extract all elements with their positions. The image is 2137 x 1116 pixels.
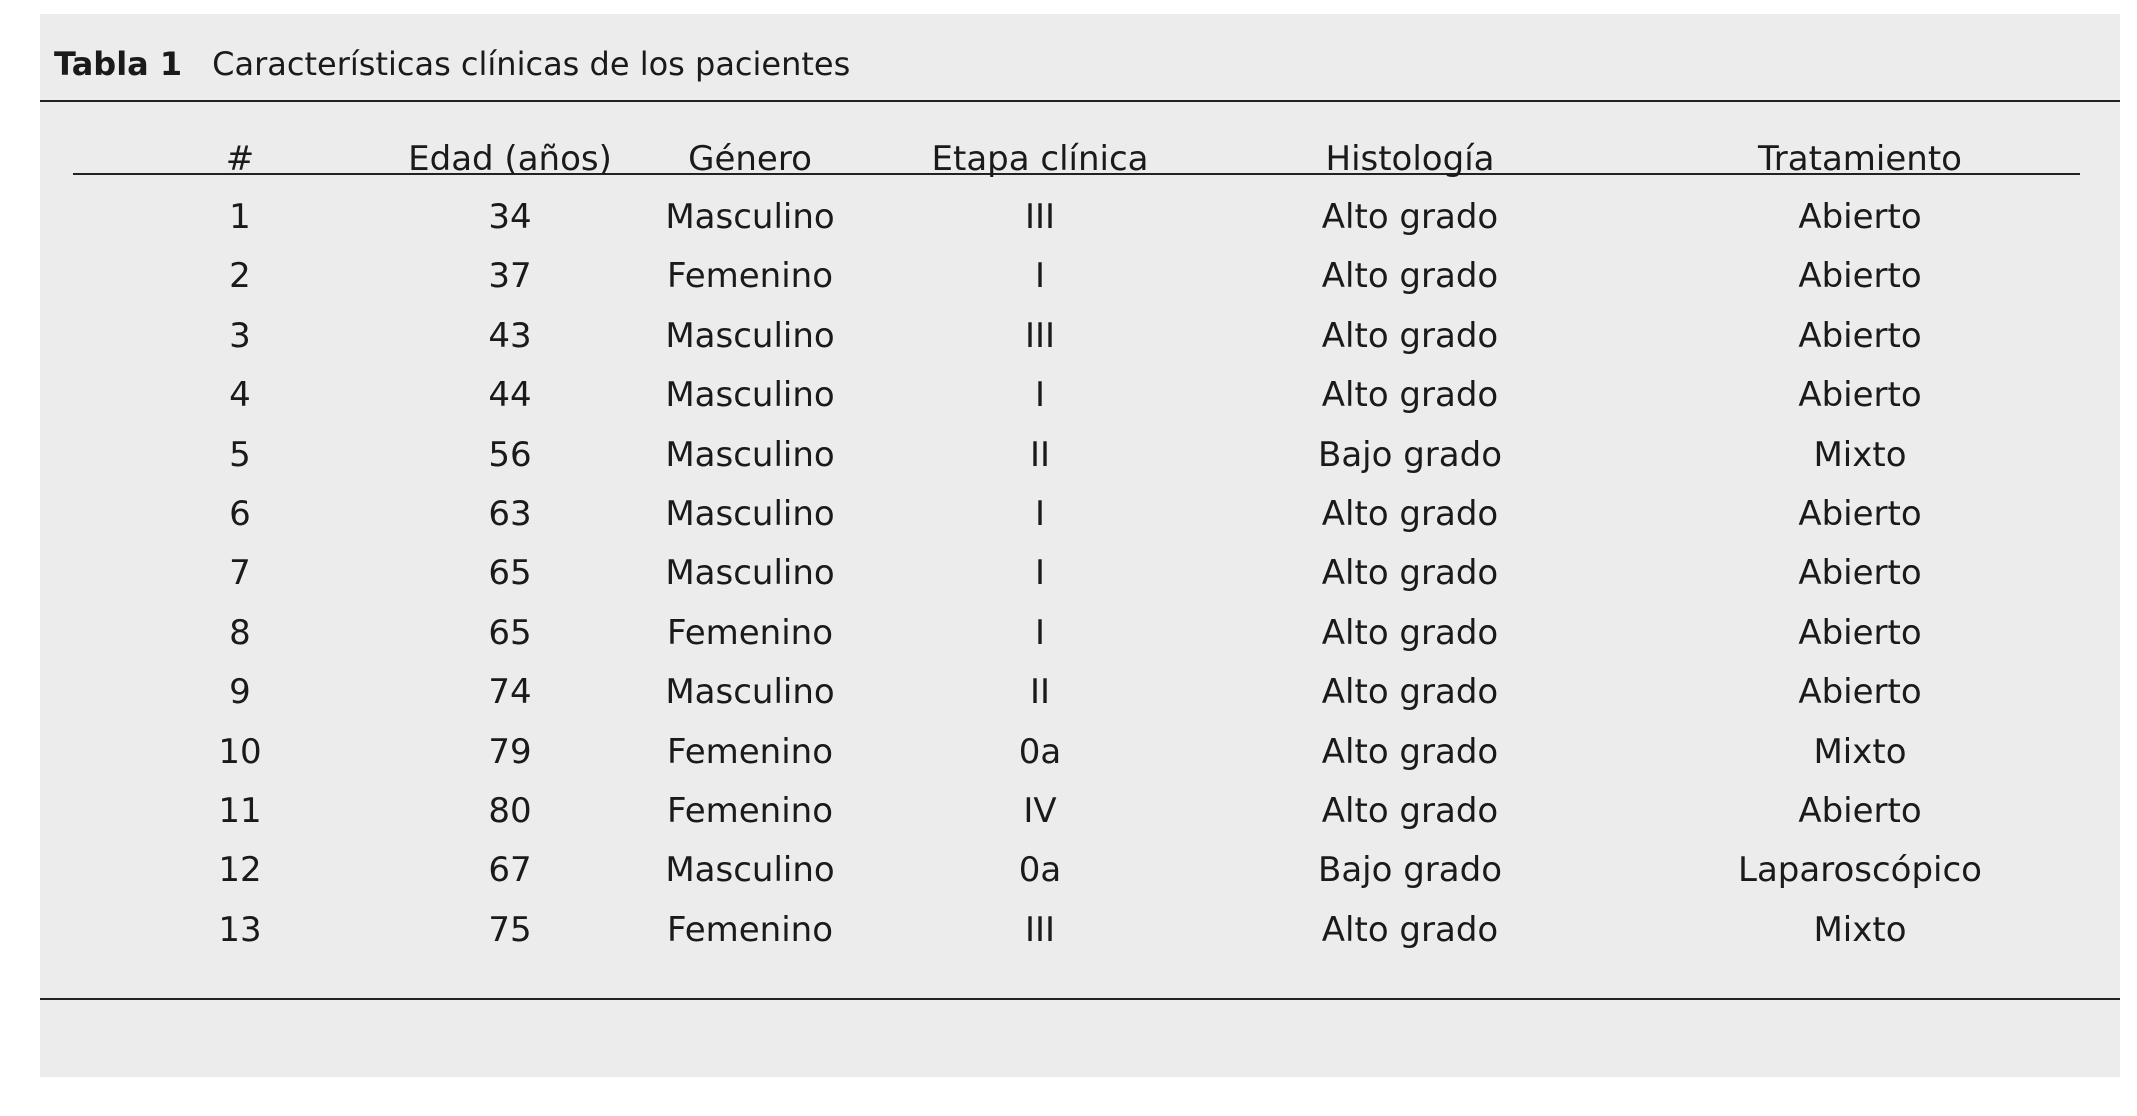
cell-gender: Masculino xyxy=(665,197,835,237)
cell-gender: Femenino xyxy=(667,256,833,297)
table-caption xyxy=(54,44,850,84)
cell-treatment: Abierto xyxy=(1798,791,1922,831)
cell-clinical-stage: I xyxy=(1034,612,1046,653)
cell-clinical-stage: 0a xyxy=(1018,731,1062,772)
cell-number: 1 xyxy=(229,197,251,237)
cell-histology: Alto grado xyxy=(1321,791,1499,831)
cell-histology: Alto grado xyxy=(1321,315,1499,356)
cell-number: 7 xyxy=(229,553,251,594)
header-age: Edad (años) xyxy=(408,139,612,179)
cell-gender: Femenino xyxy=(667,612,833,653)
cell-histology: Alto grado xyxy=(1321,672,1499,713)
cell-age: 34 xyxy=(488,197,532,237)
cell-number: 4 xyxy=(229,375,251,416)
cell-treatment: Abierto xyxy=(1798,256,1922,297)
cell-clinical-stage: 0a xyxy=(1018,850,1062,891)
cell-gender: Masculino xyxy=(665,434,835,475)
cell-gender: Masculino xyxy=(665,494,835,534)
cell-clinical-stage: III xyxy=(1024,315,1056,356)
header-histology: Histología xyxy=(1325,139,1495,179)
cell-treatment: Mixto xyxy=(1813,909,1907,950)
header-clinical-stage: Etapa clínica xyxy=(931,139,1149,179)
header-gender: Género xyxy=(688,139,812,179)
cell-age: 80 xyxy=(488,791,532,831)
cell-clinical-stage: I xyxy=(1034,553,1046,594)
cell-histology: Alto grado xyxy=(1321,909,1499,950)
cell-number: 6 xyxy=(229,494,251,534)
cell-treatment: Abierto xyxy=(1798,612,1922,653)
cell-treatment: Mixto xyxy=(1813,731,1907,772)
cell-histology: Alto grado xyxy=(1321,256,1499,297)
cell-histology: Alto grado xyxy=(1321,375,1499,416)
cell-gender: Masculino xyxy=(665,375,835,416)
cell-histology: Alto grado xyxy=(1321,197,1499,237)
cell-age: 44 xyxy=(488,375,532,416)
cell-treatment: Abierto xyxy=(1798,375,1922,416)
cell-treatment: Abierto xyxy=(1798,197,1922,237)
cell-age: 65 xyxy=(488,553,532,594)
table-panel xyxy=(40,14,2120,1077)
cell-number: 12 xyxy=(218,850,262,891)
cell-number: 2 xyxy=(229,256,251,297)
cell-gender: Masculino xyxy=(665,672,835,713)
cell-clinical-stage: III xyxy=(1024,197,1056,237)
cell-number: 10 xyxy=(218,731,262,772)
cell-age: 43 xyxy=(488,315,532,356)
cell-age: 56 xyxy=(488,434,532,475)
cell-histology: Bajo grado xyxy=(1318,434,1502,475)
cell-treatment: Mixto xyxy=(1813,434,1907,475)
cell-age: 74 xyxy=(488,672,532,713)
cell-clinical-stage: II xyxy=(1029,672,1051,713)
cell-age: 37 xyxy=(488,256,532,297)
cell-number: 11 xyxy=(218,791,262,831)
cell-age: 75 xyxy=(488,909,532,950)
cell-gender: Masculino xyxy=(665,850,835,891)
cell-clinical-stage: I xyxy=(1034,256,1046,297)
cell-age: 65 xyxy=(488,612,532,653)
cell-number: 8 xyxy=(229,612,251,653)
table-title: Características clínicas de los pacientes xyxy=(212,45,851,83)
cell-histology: Alto grado xyxy=(1321,494,1499,534)
cell-gender: Masculino xyxy=(665,553,835,594)
cell-age: 63 xyxy=(488,494,532,534)
header-treatment: Tratamiento xyxy=(1758,139,1962,179)
bottom-rule xyxy=(40,998,2120,1000)
cell-clinical-stage: IV xyxy=(1023,791,1057,831)
cell-number: 13 xyxy=(218,909,262,950)
cell-clinical-stage: I xyxy=(1034,494,1046,534)
cell-clinical-stage: II xyxy=(1029,434,1051,475)
cell-treatment: Laparoscópico xyxy=(1738,850,1982,891)
cell-treatment: Abierto xyxy=(1798,553,1922,594)
cell-age: 67 xyxy=(488,850,532,891)
top-rule xyxy=(40,100,2120,102)
cell-number: 5 xyxy=(229,434,251,475)
cell-treatment: Abierto xyxy=(1798,672,1922,713)
cell-number: 3 xyxy=(229,315,251,356)
cell-gender: Masculino xyxy=(665,315,835,356)
cell-treatment: Abierto xyxy=(1798,315,1922,356)
cell-clinical-stage: III xyxy=(1024,909,1056,950)
cell-clinical-stage: I xyxy=(1034,375,1046,416)
cell-gender: Femenino xyxy=(667,909,833,950)
header-number: # xyxy=(225,139,255,179)
cell-number: 9 xyxy=(229,672,251,713)
table-label: Tabla 1 xyxy=(54,45,183,83)
cell-gender: Femenino xyxy=(667,731,833,772)
cell-age: 79 xyxy=(488,731,532,772)
cell-gender: Femenino xyxy=(667,791,833,831)
cell-treatment: Abierto xyxy=(1798,494,1922,534)
cell-histology: Bajo grado xyxy=(1318,850,1502,891)
cell-histology: Alto grado xyxy=(1321,612,1499,653)
cell-histology: Alto grado xyxy=(1321,731,1499,772)
cell-histology: Alto grado xyxy=(1321,553,1499,594)
